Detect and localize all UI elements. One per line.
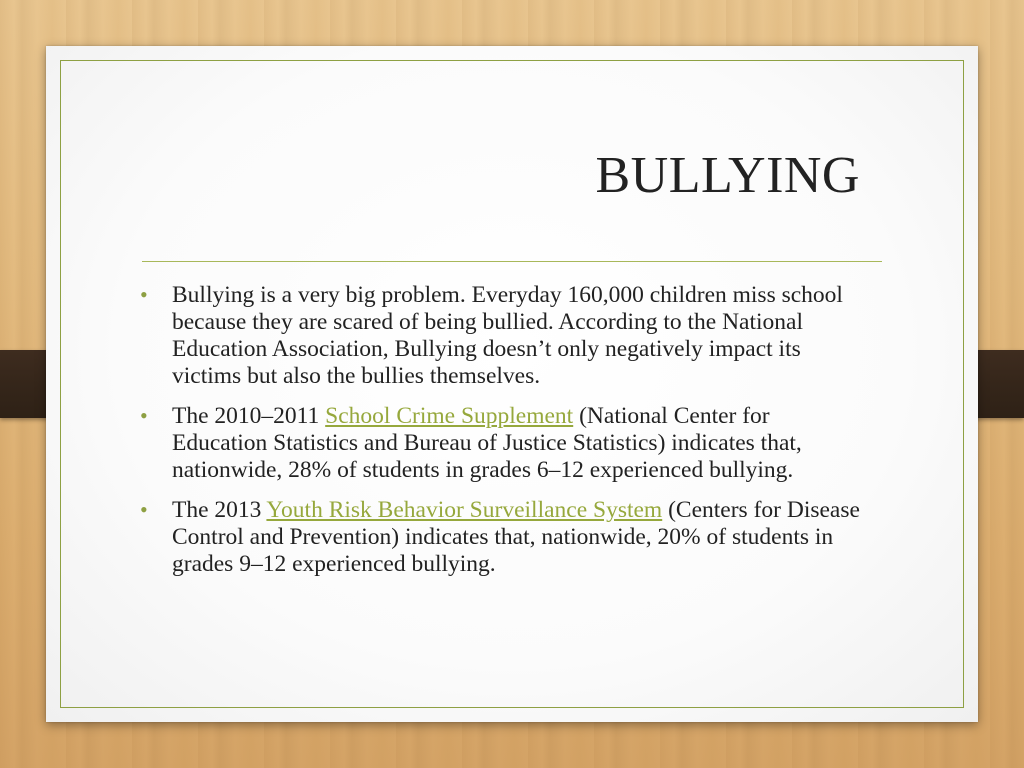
bullet-item-3 bbox=[140, 497, 860, 578]
bullet-text-pre: The 2013 bbox=[172, 497, 267, 523]
bullet-list bbox=[140, 282, 860, 591]
bullet-item-1 bbox=[140, 282, 860, 390]
bullet-point-icon: • bbox=[140, 403, 148, 428]
title-divider bbox=[142, 261, 882, 262]
bullet-text-post: (Centers for Disease Control and Prevention) indicates that, nationwide, 20% of students in grades 9–12 experienced bullying. bbox=[172, 497, 860, 577]
bullet-text-post: (National Center for Education Statistics and Bureau of Justice Statistics) indicates that, nationwide, 28% of students in grades 6–12 experienced bullying. bbox=[172, 403, 802, 483]
yrbss-link[interactable]: Youth Risk Behavior Surveillance System bbox=[266, 497, 663, 523]
bullet-point-icon: • bbox=[140, 497, 148, 522]
slide-title: BULLYING bbox=[595, 147, 860, 204]
school-crime-supplement-link[interactable]: School Crime Supplement bbox=[325, 403, 574, 429]
bullet-text-pre: The 2010–2011 bbox=[172, 403, 326, 429]
bullet-item-2 bbox=[140, 403, 860, 484]
bullet-point-icon: • bbox=[140, 282, 148, 307]
slide-card bbox=[46, 46, 978, 722]
bullet-text: Bullying is a very big problem. Everyday 160,000 children miss school because they are scared of being bullied. According to the National Education Association, Bullying doesn’t only negatively impact its victims but also the bullies themselves. bbox=[172, 282, 843, 389]
